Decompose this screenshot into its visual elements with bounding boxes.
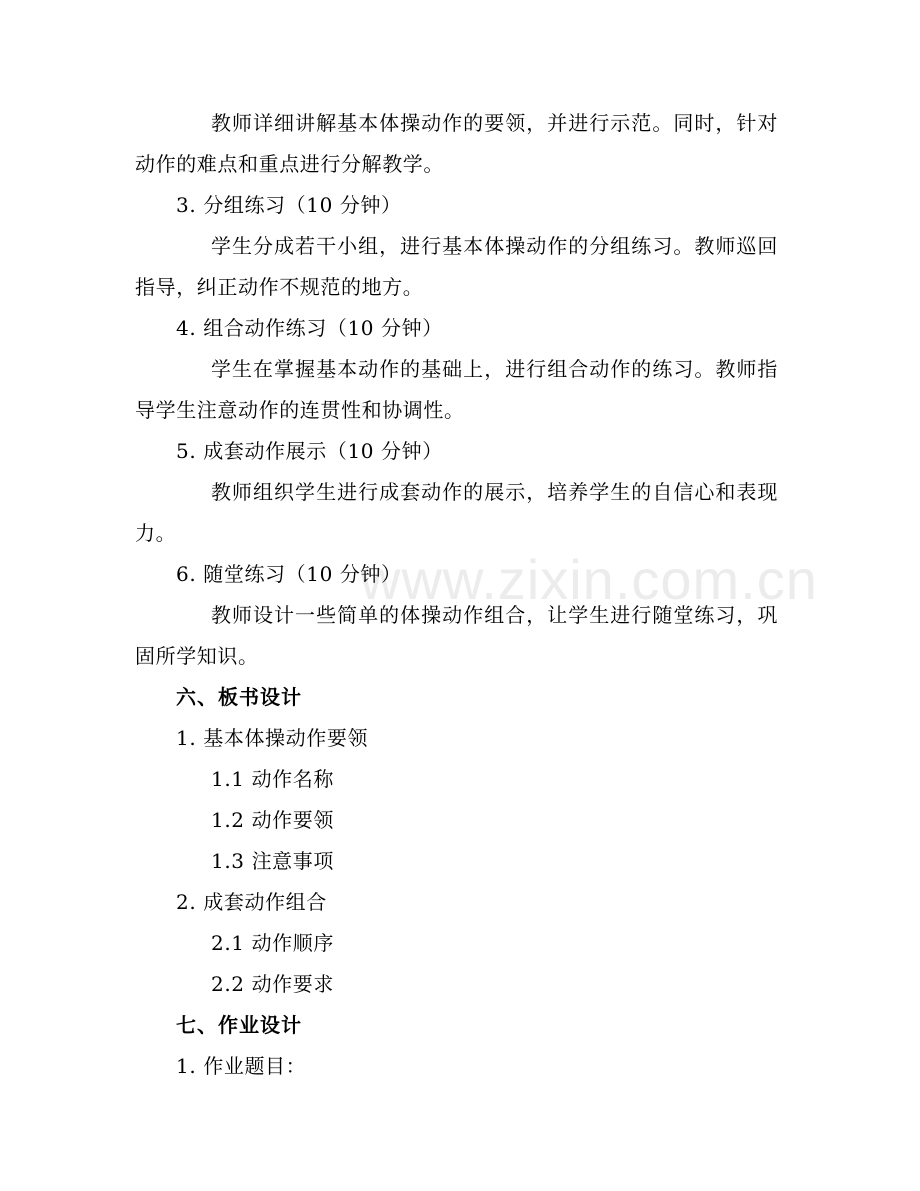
- outline-item: 2. 成套动作组合: [176, 890, 327, 914]
- paragraph-line: 学生在掌握基本动作的基础上，进行组合动作的练习。教师指: [211, 357, 778, 381]
- outline-subitem: 2.2 动作要求: [211, 972, 334, 996]
- outline-subitem: 1.1 动作名称: [211, 767, 334, 791]
- paragraph-line: 指导，纠正动作不规范的地方。: [135, 275, 424, 299]
- paragraph-line: 教师详细讲解基本体操动作的要领，并进行示范。同时，针对: [211, 111, 778, 135]
- watermark: www.zixin.com.cn: [360, 548, 818, 611]
- section-item-6: 6. 随堂练习（10 分钟）: [176, 562, 402, 586]
- outline-subitem: 1.2 动作要领: [211, 808, 334, 832]
- outline-item: 1. 作业题目：: [176, 1054, 307, 1078]
- section-item-5: 5. 成套动作展示（10 分钟）: [176, 439, 443, 463]
- paragraph-line: 固所学知识。: [135, 644, 259, 668]
- paragraph-line: 动作的难点和重点进行分解教学。: [135, 152, 444, 176]
- section-heading-homework: 七、作业设计: [176, 1013, 302, 1037]
- section-item-3: 3. 分组练习（10 分钟）: [176, 193, 402, 217]
- outline-subitem: 1.3 注意事项: [211, 849, 334, 873]
- paragraph-line: 力。: [135, 521, 177, 545]
- paragraph-line: 教师组织学生进行成套动作的展示，培养学生的自信心和表现: [211, 480, 778, 504]
- paragraph-line: 学生分成若干小组，进行基本体操动作的分组练习。教师巡回: [211, 234, 778, 258]
- section-heading-board-design: 六、板书设计: [176, 685, 302, 709]
- paragraph-line: 教师设计一些简单的体操动作组合，让学生进行随堂练习，巩: [211, 603, 778, 627]
- outline-item: 1. 基本体操动作要领: [176, 726, 369, 750]
- section-item-4: 4. 组合动作练习（10 分钟）: [176, 316, 443, 340]
- paragraph-line: 导学生注意动作的连贯性和协调性。: [135, 398, 465, 422]
- outline-subitem: 2.1 动作顺序: [211, 931, 334, 955]
